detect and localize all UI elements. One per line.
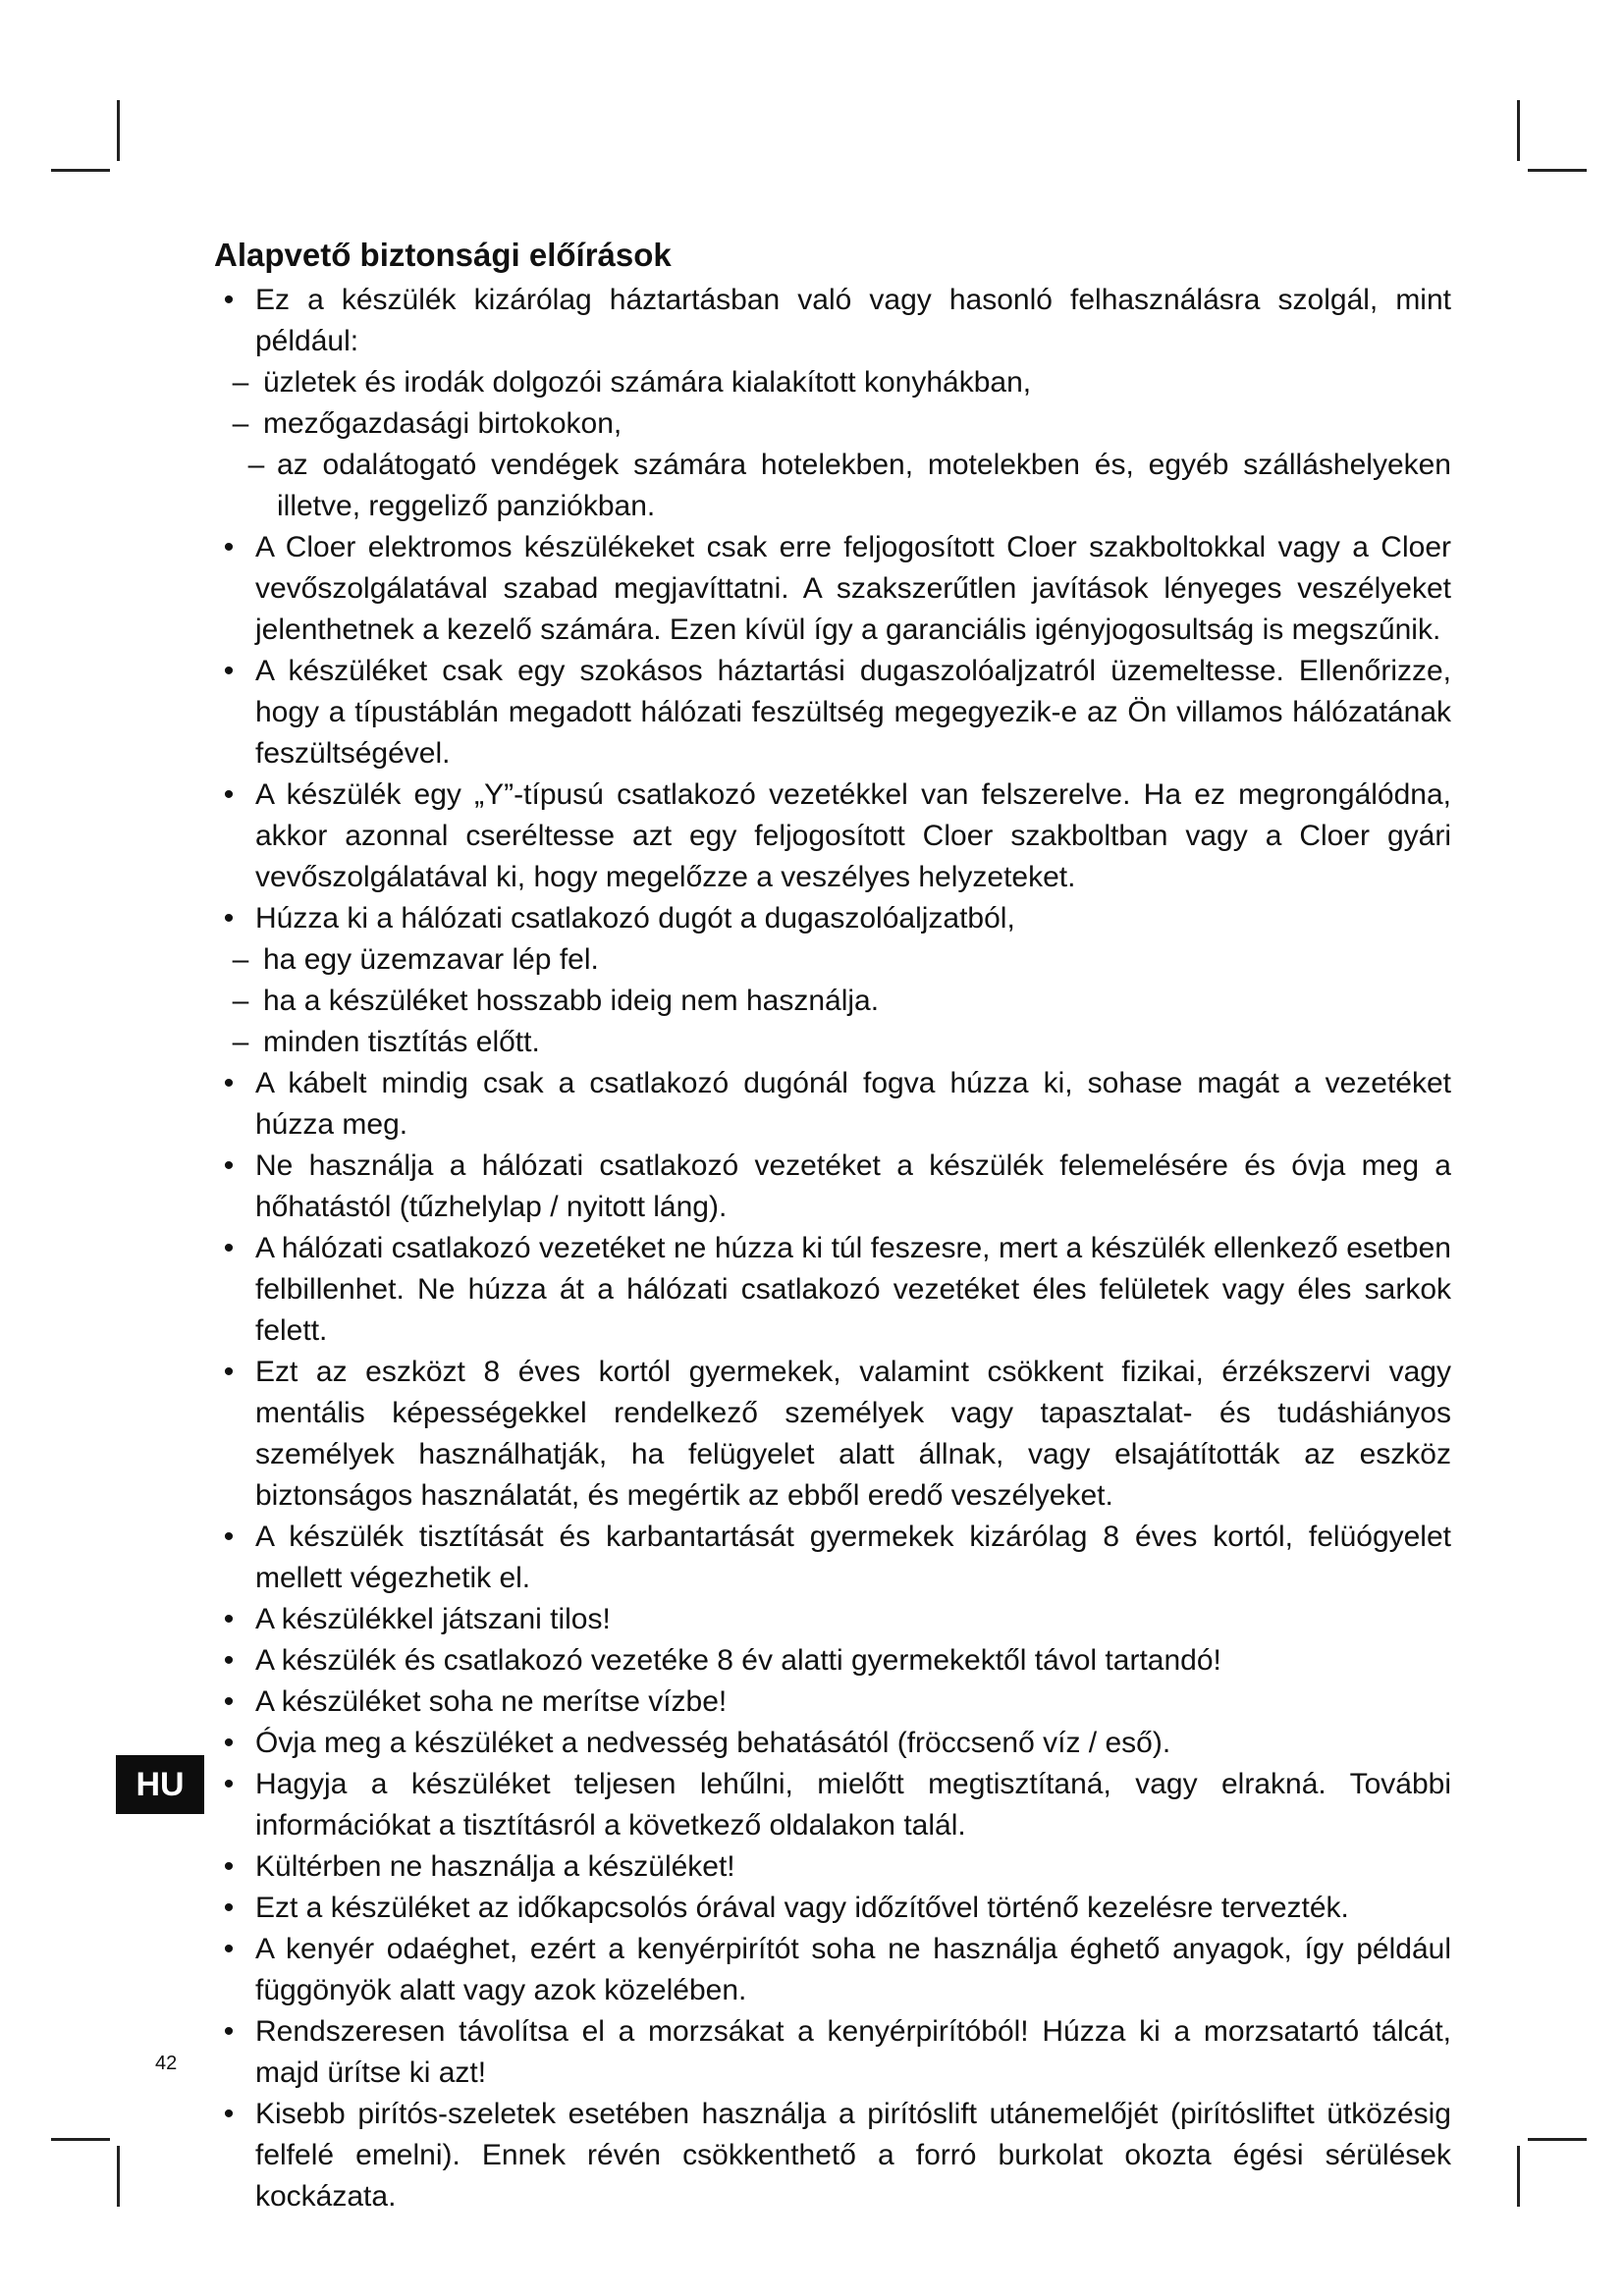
- bullet-glyph: •: [223, 1727, 235, 1759]
- bullet-glyph: •: [223, 1685, 235, 1718]
- document-body: [214, 234, 1451, 2217]
- bullet-item: [214, 1723, 1451, 1764]
- bullet-glyph: •: [223, 1603, 235, 1635]
- bullet-item: [214, 1846, 1451, 1888]
- safety-list: [214, 280, 1451, 2217]
- bullet-glyph: •: [223, 1850, 235, 1883]
- item-text: A készülék egy „Y”-típusú csatlakozó vezetékkel van felszerelve. Ha ez megrongálódna, akkor azonnal cseréltesse azt egy feljogosított Cloer szakboltban vagy a Cloer gyári vevőszolgálatával ki, hogy megelőzze a veszélyes helyzeteket.: [255, 778, 1451, 893]
- bullet-item: [214, 1599, 1451, 1640]
- section-heading: Alapvető biztonsági előírások: [214, 237, 672, 273]
- bullet-glyph: •: [223, 1892, 235, 1924]
- item-text: A kábelt mindig csak a csatlakozó dugónál fogva húzza ki, sohase magát a vezetéket húzza meg.: [255, 1067, 1451, 1141]
- bullet-item: [214, 1682, 1451, 1723]
- item-text: A készülék és csatlakozó vezetéke 8 év alatti gyermekektől távol tartandó!: [255, 1644, 1221, 1677]
- bullet-item: [214, 1888, 1451, 1929]
- crop-mark: [117, 2146, 120, 2207]
- bullet-item: [214, 280, 1451, 362]
- crop-mark: [1528, 2138, 1587, 2141]
- dash-item: [214, 362, 1451, 403]
- language-tab: HU: [116, 1755, 204, 1814]
- item-text: Kültérben ne használja a készüléket!: [255, 1850, 735, 1883]
- item-text: A Cloer elektromos készülékeket csak erre feljogosított Cloer szakboltokkal vagy a Cloer vevőszolgálatával szabad megjavíttatni. A szakszerűtlen javítások lényeges veszélyeket jelenthetnek a kezelő számára. Ezen kívül így a garanciális igényjogosultság is megszűnik.: [255, 531, 1451, 646]
- bullet-item: [214, 1764, 1451, 1846]
- bullet-item: [214, 1929, 1451, 2011]
- item-text: Ezt a készüléket az időkapcsolós órával vagy időzítővel történő kezelésre tervezték.: [255, 1892, 1349, 1924]
- bullet-item: [214, 2094, 1451, 2217]
- crop-mark: [117, 100, 120, 161]
- bullet-item: [214, 651, 1451, 774]
- dash-item: [214, 939, 1451, 981]
- crop-mark: [1517, 2146, 1520, 2207]
- item-text: Óvja meg a készüléket a nedvesség behatásától (fröccsenő víz / eső).: [255, 1727, 1171, 1759]
- crop-mark: [51, 2138, 110, 2141]
- bullet-item: [214, 774, 1451, 898]
- item-text: minden tisztítás előtt.: [263, 1026, 540, 1058]
- bullet-glyph: •: [223, 902, 235, 934]
- bullet-item: [214, 1517, 1451, 1599]
- bullet-glyph: •: [223, 284, 235, 316]
- item-text: Ez a készülék kizárólag háztartásban való vagy hasonló felhasználásra szolgál, mint például:: [255, 284, 1451, 357]
- item-text: az odalátogató vendégek számára hotelekben, motelekben és, egyéb szálláshelyeken illetve, reggeliző panziókban.: [277, 449, 1451, 522]
- bullet-glyph: •: [223, 1644, 235, 1677]
- item-text: A készüléket csak egy szokásos háztartási dugaszolóaljzatról üzemeltesse. Ellenőrizze, hogy a típustáblán megadott hálózati feszültség megegyezik-e az Ön villamos hálózatának feszültségével.: [255, 655, 1451, 770]
- dash-glyph: –: [232, 407, 249, 440]
- item-text: Ezt az eszközt 8 éves kortól gyermekek, valamint csökkent fizikai, érzékszervi vagy mentális képességekkel rendelkező személyek vagy tapasztalat- és tudáshiányos személyek használhatják, ha felügyelet alatt állnak, vagy elsajátították az eszköz biztonságos használatát, és megértik az ebből eredő veszélyeket.: [255, 1356, 1451, 1512]
- dash-item: [214, 1022, 1451, 1063]
- crop-mark: [1517, 100, 1520, 161]
- item-text: Kisebb pirítós-szeletek esetében használja a pirítóslift utánemelőjét (pirítósliftet ütközésig felfelé emelni). Ennek révén csökkenthető a forró burkolat okozta égési sérülések kockázata.: [255, 2098, 1451, 2213]
- item-text: Ne használja a hálózati csatlakozó vezetéket a készülék felemelésére és óvja meg a hőhatástól (tűzhelylap / nyitott láng).: [255, 1149, 1451, 1223]
- item-text: Hagyja a készüléket teljesen lehűlni, mielőtt megtisztítaná, vagy elrakná. További információkat a tisztításról a következő oldalakon talál.: [255, 1768, 1451, 1842]
- item-text: üzletek és irodák dolgozói számára kialakított konyhákban,: [263, 366, 1032, 399]
- dash-glyph: –: [232, 1026, 249, 1058]
- item-text: A készüléket soha ne merítse vízbe!: [255, 1685, 728, 1718]
- bullet-glyph: •: [223, 655, 235, 687]
- bullet-item: [214, 1640, 1451, 1682]
- dash-item: [214, 981, 1451, 1022]
- crop-mark: [51, 169, 110, 172]
- bullet-item: [214, 1063, 1451, 1146]
- bullet-glyph: •: [223, 1356, 235, 1388]
- bullet-glyph: •: [223, 1768, 235, 1800]
- bullet-glyph: •: [223, 2015, 235, 2048]
- page-number: 42: [155, 2053, 178, 2074]
- dash-item: [214, 445, 1451, 527]
- bullet-item: [214, 898, 1451, 939]
- crop-mark: [1528, 169, 1587, 172]
- bullet-glyph: •: [223, 1521, 235, 1553]
- item-text: A kenyér odaéghet, ezért a kenyérpirítót soha ne használja éghető anyagok, így például függönyök alatt vagy azok közelében.: [255, 1933, 1451, 2006]
- bullet-glyph: •: [223, 1933, 235, 1965]
- dash-glyph: –: [232, 943, 249, 976]
- item-text: Rendszeresen távolítsa el a morzsákat a kenyérpirítóból! Húzza ki a morzsatartó tálcát, majd ürítse ki azt!: [255, 2015, 1451, 2089]
- item-text: ha egy üzemzavar lép fel.: [263, 943, 599, 976]
- bullet-item: [214, 1352, 1451, 1517]
- bullet-glyph: •: [223, 778, 235, 811]
- bullet-item: [214, 527, 1451, 651]
- bullet-glyph: •: [223, 1232, 235, 1264]
- bullet-item: [214, 1146, 1451, 1228]
- item-text: Húzza ki a hálózati csatlakozó dugót a dugaszolóaljzatból,: [255, 902, 1015, 934]
- bullet-glyph: •: [223, 2098, 235, 2130]
- bullet-item: [214, 1228, 1451, 1352]
- item-text: A készülékkel játszani tilos!: [255, 1603, 611, 1635]
- dash-glyph: –: [232, 985, 249, 1017]
- item-text: A készülék tisztítását és karbantartását gyermekek kizárólag 8 éves kortól, felüógyelet mellett végezhetik el.: [255, 1521, 1451, 1594]
- item-text: mezőgazdasági birtokokon,: [263, 407, 623, 440]
- dash-glyph: –: [232, 366, 249, 399]
- item-text: ha a készüléket hosszabb ideig nem használja.: [263, 985, 880, 1017]
- bullet-glyph: •: [223, 531, 235, 563]
- bullet-item: [214, 2011, 1451, 2094]
- dash-glyph: –: [247, 449, 265, 481]
- bullet-glyph: •: [223, 1149, 235, 1182]
- item-text: A hálózati csatlakozó vezetéket ne húzza ki túl feszesre, mert a készülék ellenkező esetben felbillenhet. Ne húzza át a hálózati csatlakozó vezetéket éles felületek vagy éles sarkok felett.: [255, 1232, 1451, 1347]
- dash-item: [214, 403, 1451, 445]
- bullet-glyph: •: [223, 1067, 235, 1099]
